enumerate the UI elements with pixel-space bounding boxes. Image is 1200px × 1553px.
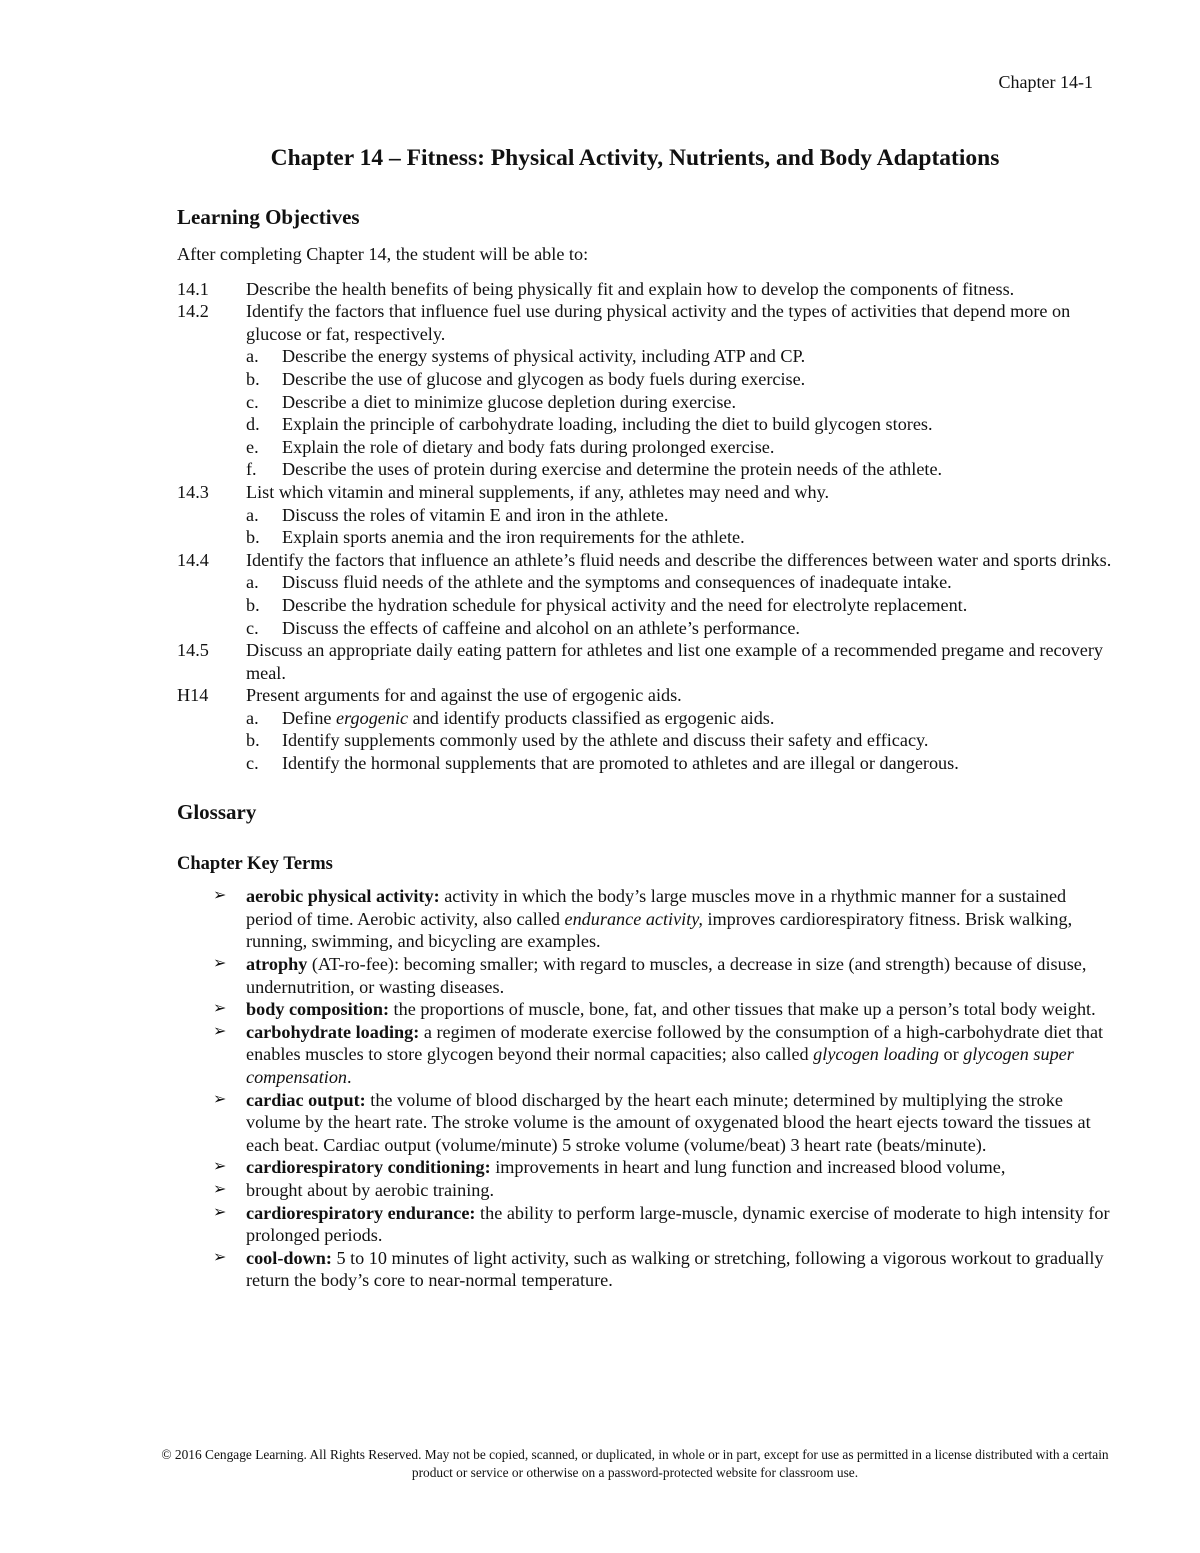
sub-objective-text: Explain the principle of carbohydrate loading, including the diet to build glycogen stores. — [282, 414, 933, 435]
glossary-term: cardiac output: — [246, 1089, 366, 1110]
objective-item — [177, 639, 1112, 684]
arrow-bullet-icon: ➢ — [213, 1022, 227, 1040]
glossary-item — [177, 953, 1112, 998]
sub-objective-letter: e. — [246, 436, 259, 457]
sub-objective-text-part: Define — [282, 707, 337, 728]
glossary-definition — [246, 953, 1112, 998]
objective-text: Discuss an appropriate daily eating pattern for athletes and list one example of a recommended pregame and recovery meal. — [246, 640, 1103, 683]
sub-objective-letter: c. — [246, 617, 259, 638]
glossary-term: aerobic physical activity: — [246, 886, 440, 907]
sub-objective-letter: a. — [246, 572, 259, 593]
objective-item — [177, 549, 1112, 572]
objective-number: 14.2 — [177, 301, 209, 322]
sub-objective-item — [177, 526, 1112, 549]
glossary-definition — [246, 1156, 1112, 1179]
definition-text: the ability to perform large-muscle, dynamic exercise of moderate to high intensity for prolonged periods. — [246, 1202, 1110, 1246]
chapter-title: Chapter 14 – Fitness: Physical Activity, Nutrients, and Body Adaptations — [270, 145, 1000, 171]
sub-objective-item — [177, 458, 1112, 481]
objective-number: 14.3 — [177, 481, 209, 502]
definition-text: (AT-ro-fee): becoming smaller; with regard to muscles, a decrease in size (and strength) because of disuse, undernutrition, or wasting diseases. — [246, 954, 1087, 997]
objective-item — [177, 481, 1112, 504]
running-head: Chapter 14-1 — [998, 72, 1093, 92]
glossary-heading: Glossary — [177, 799, 257, 824]
sub-objective-letter: c. — [246, 391, 259, 412]
sub-objective-text-part: and identify products classified as ergogenic aids. — [408, 707, 775, 728]
sub-objective-item — [177, 617, 1112, 640]
sub-objective-text: Discuss the roles of vitamin E and iron in the athlete. — [282, 504, 669, 525]
glossary-item — [177, 1021, 1112, 1089]
sub-objective-letter: a. — [246, 707, 259, 728]
objective-number: 14.1 — [177, 278, 209, 299]
objective-item — [177, 300, 1112, 345]
sub-objective-text: Describe the hydration schedule for physical activity and the need for electrolyte replacement. — [282, 594, 968, 615]
glossary-item — [177, 1089, 1112, 1157]
sub-objective-text: Describe the energy systems of physical activity, including ATP and CP. — [282, 346, 806, 367]
definition-italic: glycogen super compensation — [246, 1044, 1074, 1087]
sub-objective-text: Discuss fluid needs of the athlete and the symptoms and consequences of inadequate intake. — [282, 572, 952, 593]
objective-number: 14.5 — [177, 640, 209, 661]
definition-text: . — [347, 1067, 352, 1087]
sub-objective-item — [177, 707, 1112, 730]
sub-objective-letter: b. — [246, 527, 260, 548]
sub-objective-item — [177, 391, 1112, 414]
key-terms-subheading: Chapter Key Terms — [177, 853, 333, 874]
glossary-definition — [246, 885, 1112, 953]
glossary-term: body composition: — [246, 999, 389, 1020]
glossary-list — [177, 885, 1112, 1292]
definition-text: a regimen of moderate exercise followed by the consumption of a high-carbohydrate diet that enables muscles to store glycogen beyond their normal capacities; also called — [246, 1021, 1104, 1065]
sub-objective-text: Discuss the effects of caffeine and alcohol on an athlete’s performance. — [282, 617, 800, 638]
learning-objectives-heading: Learning Objectives — [177, 205, 360, 229]
objective-text: Identify the factors that influence an athlete’s fluid needs and describe the differences between water and sports drinks. — [246, 549, 1112, 570]
sub-objective-letter: b. — [246, 730, 260, 751]
definition-text: brought about by aerobic training. — [246, 1179, 494, 1200]
sub-objective-item — [177, 345, 1112, 368]
glossary-term: cool-down: — [246, 1247, 332, 1268]
glossary-item — [177, 998, 1112, 1021]
glossary-item — [177, 885, 1112, 953]
page-content — [177, 204, 1112, 1292]
sub-objective-item — [177, 752, 1112, 775]
objective-number: H14 — [177, 685, 209, 706]
glossary-definition — [246, 1089, 1112, 1157]
definition-text: or — [938, 1044, 964, 1065]
sub-objective-letter: a. — [246, 346, 259, 367]
sub-objective-text: Identify supplements commonly used by the athlete and discuss their safety and efficacy. — [282, 730, 929, 751]
definition-italic: glycogen loading — [813, 1044, 939, 1065]
sub-objective-item — [177, 413, 1112, 436]
arrow-bullet-icon: ➢ — [213, 1203, 227, 1221]
glossary-definition — [246, 1247, 1112, 1292]
glossary-item — [177, 1179, 1112, 1202]
arrow-bullet-icon: ➢ — [213, 1158, 227, 1176]
sub-objective-letter: f. — [246, 459, 257, 480]
arrow-bullet-icon: ➢ — [213, 955, 227, 973]
glossary-item — [177, 1156, 1112, 1179]
sub-objective-text: Identify the hormonal supplements that are promoted to athletes and are illegal or dangerous. — [282, 753, 959, 774]
glossary-item — [177, 1247, 1112, 1292]
glossary-item — [177, 1202, 1112, 1247]
sub-objective-item — [177, 368, 1112, 391]
definition-text: the volume of blood discharged by the heart each minute; determined by multiplying the stroke volume by the heart rate. The stroke volume is the amount of oxygenated blood the heart ejects toward the tissues at each beat. Cardiac output (volume/minute) 5 stroke volume (volume/beat) 3 heart rate (beats/minute). — [246, 1089, 1091, 1155]
copyright-footer: © 2016 Cengage Learning. All Rights Reserved. May not be copied, scanned, or duplicated, in whole or in part, except for use as permitted in a license distributed with a certain product or service or otherwise on a password-protected website for classroom use. — [161, 1447, 1109, 1480]
sub-objective-letter: b. — [246, 594, 260, 615]
sub-objective-letter: d. — [246, 414, 260, 435]
sub-objective-item — [177, 504, 1112, 527]
arrow-bullet-icon: ➢ — [213, 1000, 227, 1018]
glossary-definition — [246, 998, 1112, 1021]
glossary-definition — [246, 1202, 1112, 1247]
objective-number: 14.4 — [177, 549, 209, 570]
arrow-bullet-icon: ➢ — [213, 887, 227, 905]
sub-objective-text: Describe the uses of protein during exercise and determine the protein needs of the athlete. — [282, 459, 943, 480]
glossary-term: carbohydrate loading: — [246, 1021, 420, 1042]
definition-text: improvements in heart and lung function and increased blood volume, — [490, 1157, 1006, 1178]
sub-objective-letter: a. — [246, 504, 259, 525]
definition-text: 5 to 10 minutes of light activity, such as walking or stretching, following a vigorous workout to gradually return the body’s core to near-normal temperature. — [246, 1247, 1104, 1291]
objective-item — [177, 684, 1112, 707]
arrow-bullet-icon: ➢ — [213, 1180, 227, 1198]
sub-objective-item — [177, 436, 1112, 459]
glossary-term: atrophy — [246, 954, 308, 975]
glossary-term: cardiorespiratory conditioning: — [246, 1157, 491, 1178]
objectives-list — [177, 278, 1112, 775]
sub-objective-item — [177, 729, 1112, 752]
arrow-bullet-icon: ➢ — [213, 1090, 227, 1108]
objective-text: List which vitamin and mineral supplements, if any, athletes may need and why. — [246, 481, 830, 502]
sub-objective-text: Describe the use of glucose and glycogen as body fuels during exercise. — [282, 368, 806, 389]
definition-italic: endurance activity, — [564, 908, 703, 929]
sub-objective-letter: b. — [246, 368, 260, 389]
sub-objective-text: Explain sports anemia and the iron requirements for the athlete. — [282, 527, 745, 548]
objective-text: Describe the health benefits of being physically fit and explain how to develop the components of fitness. — [246, 278, 1015, 299]
sub-objective-letter: c. — [246, 753, 259, 774]
sub-objective-item — [177, 571, 1112, 594]
sub-objective-text — [282, 707, 1112, 730]
arrow-bullet-icon: ➢ — [213, 1248, 227, 1266]
sub-objective-text: Describe a diet to minimize glucose depletion during exercise. — [282, 391, 737, 412]
sub-objective-text: Explain the role of dietary and body fats during prolonged exercise. — [282, 436, 775, 457]
definition-text: improves cardiorespiratory fitness. Brisk walking, running, swimming, and bicycling are examples. — [246, 908, 1073, 952]
objective-text: Identify the factors that influence fuel use during physical activity and the types of activities that depend more on glucose or fat, respectively. — [246, 301, 1071, 344]
sub-objective-italic-term: ergogenic — [336, 707, 409, 728]
sub-objective-item — [177, 594, 1112, 617]
glossary-term: cardiorespiratory endurance: — [246, 1202, 476, 1223]
definition-text: activity in which the body’s large muscles move in a rhythmic manner for a sustained period of time. Aerobic activity, also called — [246, 886, 1067, 929]
definition-text: the proportions of muscle, bone, fat, and other tissues that make up a person’s total body weight. — [389, 999, 1096, 1020]
objective-item — [177, 278, 1112, 301]
glossary-definition — [246, 1021, 1112, 1089]
objective-text: Present arguments for and against the use of ergogenic aids. — [246, 685, 682, 706]
objectives-intro: After completing Chapter 14, the student will be able to: — [177, 244, 589, 264]
